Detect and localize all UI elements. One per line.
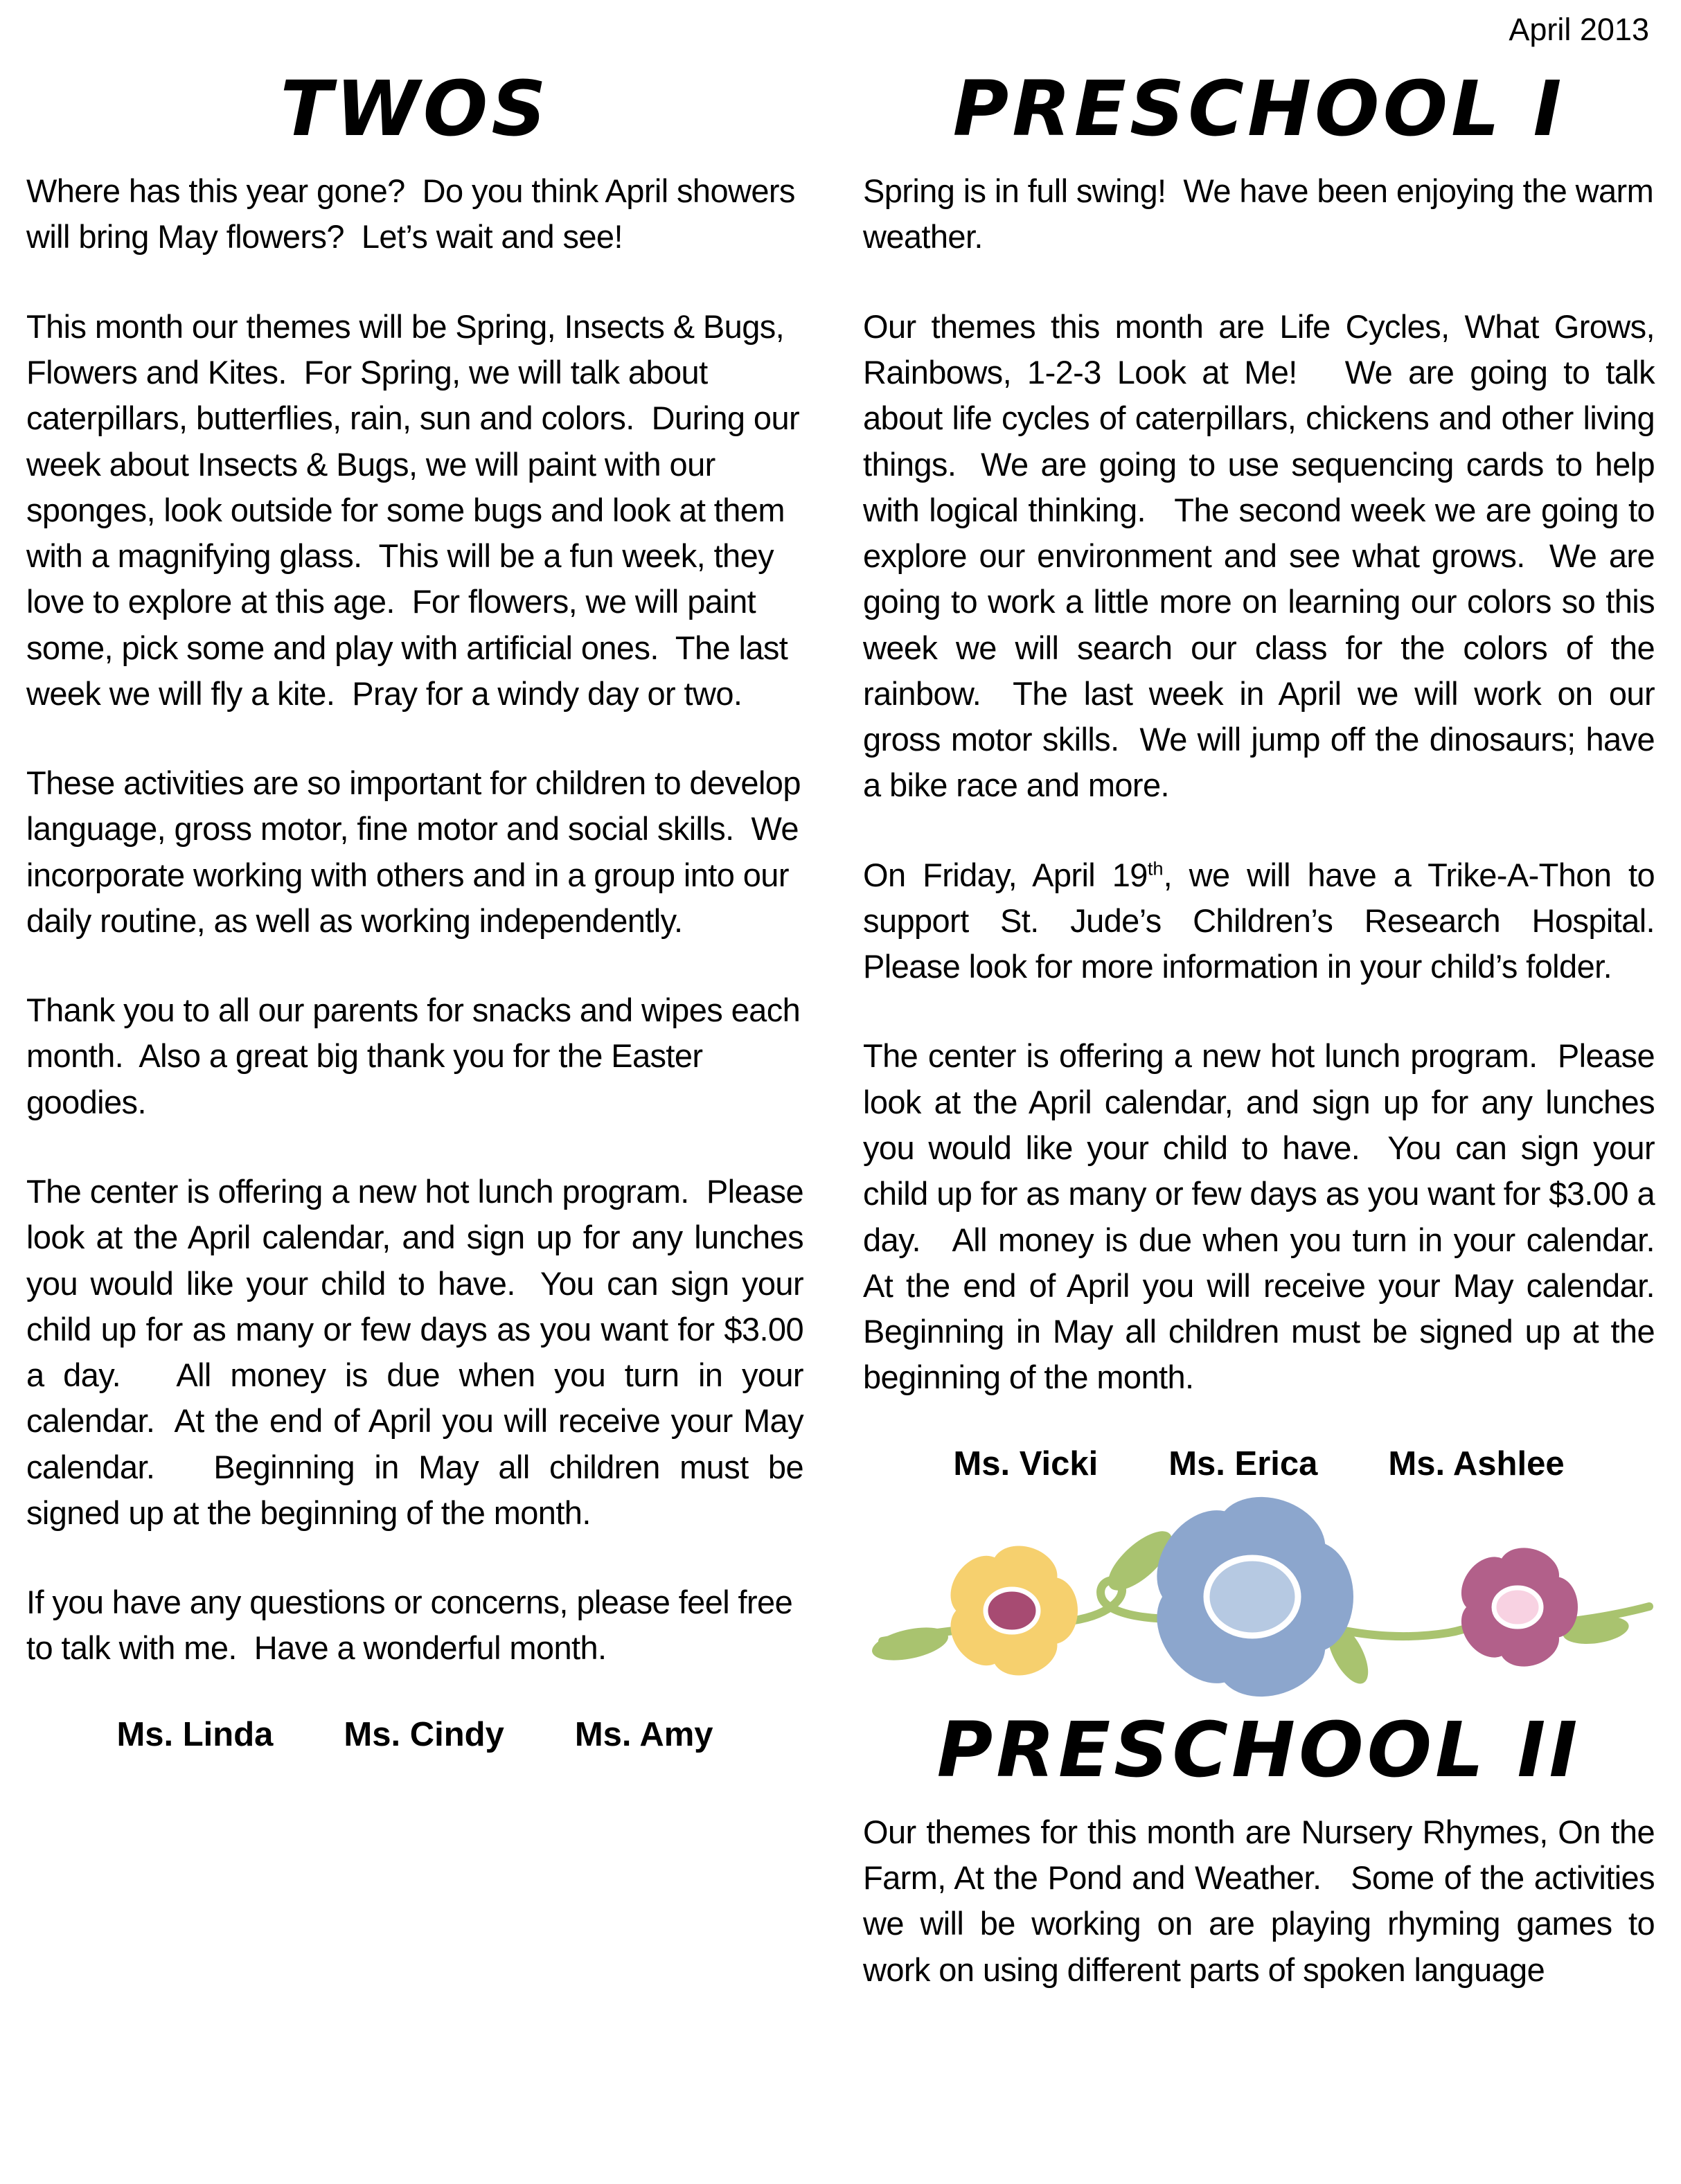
two-column-layout bbox=[26, 64, 1681, 2037]
blue-flower-icon bbox=[1138, 1493, 1353, 1701]
preschool1-trike-a-thon-paragraph bbox=[863, 852, 1681, 990]
twos-paragraph-5: The center is offering a new hot lunch program. Please look at the April calendar, and sign up for any lunches you would like your child to have. You can sign your child up for as many or few days as you want for $3.00 a day. All money is due when you turn in your calendar. At the end of April you will receive your May calendar. Beginning in May all children must be signed up at the beginning of the month. bbox=[26, 1172, 812, 1531]
twos-paragraph-1: Where has this year gone? Do you think April showers will bring May flowers? Let’s wait and see! bbox=[26, 172, 804, 256]
page-date: April 2013 bbox=[1509, 12, 1649, 47]
twos-paragraph-3: These activities are so important for children to develop language, gross motor, fine motor and social skills. We incorporate working with others and in a group into our daily routine, as well as working independently. bbox=[26, 764, 810, 939]
teacher-name: Ms. Ashlee bbox=[1388, 1444, 1565, 1483]
preschool1-teachers bbox=[863, 1444, 1655, 1483]
twos-teachers bbox=[26, 1715, 803, 1754]
teacher-name: Ms. Amy bbox=[574, 1715, 713, 1753]
rose-flower-icon bbox=[1451, 1540, 1578, 1674]
preschool-column bbox=[863, 64, 1681, 2037]
preschool1-themes-paragraph: Our themes this month are Life Cycles, What Grows, Rainbows, 1-2-3 Look at Me! We are going to talk about life cycles of caterpillars, chickens and other living things. We are going to use sequencing cards to help with logical thinking. The second week we are going to explore our environment and see what grows. We are going to work a little more on learning our colors so this week we will search our class for the colors of the rainbow. The last week in April we will work on our gross motor skills. We will jump off the dinosaurs; have a bike race and more. bbox=[863, 307, 1664, 804]
preschool2-themes-paragraph: Our themes for this month are Nursery Rhymes, On the Farm, At the Pond and Weather. Some of the activities we will be working on are playing rhyming games to work on using different parts of spoken language bbox=[863, 1813, 1664, 1988]
trike-text-before-superscript: On Friday, April 19 bbox=[863, 856, 1148, 893]
teacher-name: Ms. Vicki bbox=[953, 1444, 1099, 1483]
ordinal-superscript: th bbox=[1147, 857, 1164, 879]
preschool1-intro-paragraph: Spring is in full swing! We have been enjoying the warm weather. bbox=[863, 172, 1662, 256]
preschool1-lunch-paragraph: The center is offering a new hot lunch program. Please look at the April calendar, and sign up for any lunches you would like your child to have. You can sign your child up for as many or few days as you want for $3.00 a day. All money is due when you turn in your calendar. At the end of April you will receive your May calendar. Beginning in May all children must be signed up at the beginning of the month. bbox=[863, 1037, 1681, 1396]
flower-divider-graphic bbox=[863, 1493, 1655, 1701]
twos-paragraph-2: This month our themes will be Spring, Insects & Bugs, Flowers and Kites. For Spring, we will talk about caterpillars, butterflies, rain, sun and colors. During our week about Insects & Bugs, we will paint with our sponges, look outside for some bugs and look at them with a magnifying glass. This will be a fun week, they love to explore at this age. For flowers, we will paint some, pick some and play with artificial ones. The last week we will fly a kite. Pray for a windy day or two. bbox=[26, 307, 808, 712]
twos-paragraph-4: Thank you to all our parents for snacks and wipes each month. Also a great big thank you for the Easter goodies. bbox=[26, 992, 809, 1120]
preschool1-heading: PRESCHOOL I bbox=[952, 64, 1565, 153]
yellow-flower-icon bbox=[939, 1537, 1078, 1683]
teacher-name: Ms. Linda bbox=[116, 1715, 274, 1753]
twos-heading: TWOS bbox=[280, 64, 550, 153]
teacher-name: Ms. Erica bbox=[1168, 1444, 1318, 1483]
trike-text-after-superscript: , we will have a Trike-A-Thon to support St. Jude’s Children’s Research Hospital. Please look for more information in your child’s folder. bbox=[863, 856, 1681, 985]
teacher-name: Ms. Cindy bbox=[344, 1715, 504, 1753]
twos-column bbox=[26, 64, 812, 2037]
twos-paragraph-6: If you have any questions or concerns, please feel free to talk with me. Have a wonderful month. bbox=[26, 1584, 801, 1667]
preschool2-heading: PRESCHOOL II bbox=[936, 1705, 1581, 1794]
